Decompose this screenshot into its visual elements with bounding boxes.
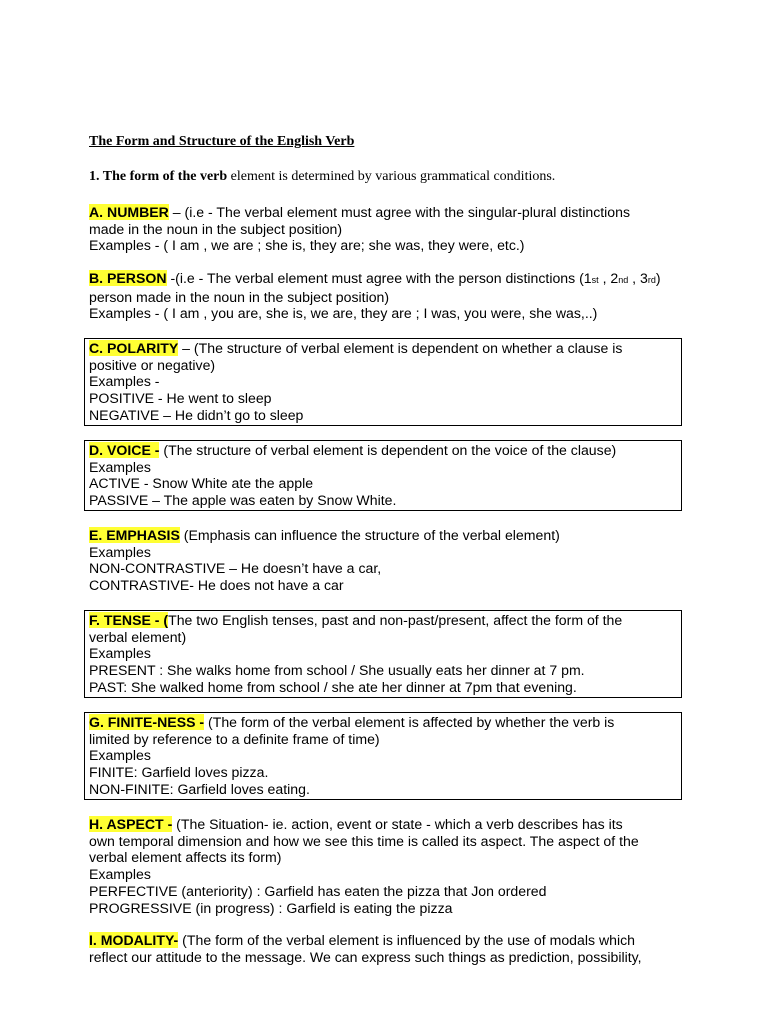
section-polarity-line-2: positive or negative) — [89, 356, 216, 373]
section-aspect-label: H. ASPECT - — [89, 816, 173, 832]
ordinal-rd: rd — [647, 275, 656, 285]
section-person — [89, 270, 689, 322]
section-number-label: A. NUMBER — [89, 204, 169, 220]
section-modality-line-2: reflect our attitude to the message. We can express such things as prediction, possibility, — [89, 948, 642, 965]
section-polarity-line-4: POSITIVE - He went to sleep — [89, 390, 272, 407]
section-voice-line-3: ACTIVE - Snow White ate the apple — [89, 475, 314, 492]
section-finiteness-line-2: limited by reference to a definite frame of time) — [89, 730, 380, 747]
section-voice-label: D. VOICE - — [89, 442, 160, 458]
section-finiteness-line-4: FINITE: Garfield loves pizza. — [89, 764, 269, 781]
section-finiteness-box — [84, 712, 682, 800]
section-aspect-line-5: PERFECTIVE (anteriority) : Garfield has eaten the pizza that Jon ordered — [89, 882, 547, 899]
section-aspect-line-6: PROGRESSIVE (in progress) : Garfield is eating the pizza — [89, 899, 453, 916]
section-voice-line-4: PASSIVE – The apple was eaten by Snow White. — [89, 492, 397, 509]
section-modality-label: I. MODALITY- — [89, 932, 179, 948]
section-emphasis-line-2: Examples — [89, 543, 151, 560]
section-polarity-line-5: NEGATIVE – He didn’t go to sleep — [89, 406, 304, 423]
section-person-line-2: person made in the noun in the subject position) — [89, 288, 390, 305]
section-tense-line-2: verbal element) — [89, 628, 187, 645]
intro-line — [89, 169, 555, 185]
section-person-label: B. PERSON — [89, 270, 167, 286]
section-person-line-3: Examples - ( I am , you are, she is, we are, they are ; I was, you were, she was,..) — [89, 305, 598, 322]
section-polarity-box — [84, 338, 682, 426]
section-tense-label: F. TENSE - ( — [89, 612, 169, 628]
section-number — [89, 204, 689, 254]
section-emphasis-line-4: CONTRASTIVE- He does not have a car — [89, 577, 344, 594]
section-number-line-1: A. NUMBER – (i.e - The verbal element must agree with the singular-plural distinctions — [89, 204, 631, 220]
section-polarity-label: C. POLARITY — [89, 340, 179, 356]
section-emphasis-line-3: NON-CONTRASTIVE – He doesn’t have a car, — [89, 560, 382, 577]
section-polarity-line-3: Examples - — [89, 373, 160, 390]
intro-bold: 1. The form of the verb — [89, 169, 228, 184]
section-polarity-line-1: C. POLARITY – (The structure of verbal element is dependent on whether a clause is — [89, 340, 623, 356]
section-number-line-2: made in the noun in the subject position) — [89, 220, 343, 237]
section-number-line-3: Examples - ( I am , we are ; she is, they are; she was, they were, etc.) — [89, 237, 525, 254]
intro-rest: element is determined by various grammatical conditions. — [227, 169, 556, 184]
section-aspect-line-2: own temporal dimension and how we see this time is called its aspect. The aspect of the — [89, 832, 639, 849]
section-emphasis-line-1: E. EMPHASIS (Emphasis can influence the structure of the verbal element) — [89, 527, 560, 543]
section-modality — [89, 932, 689, 965]
ordinal-st: st — [591, 275, 599, 285]
section-aspect-line-1: H. ASPECT - (The Situation- ie. action, event or state - which a verb describes has its — [89, 816, 623, 832]
section-aspect-line-4: Examples — [89, 866, 151, 883]
document-title: The Form and Structure of the English Verb — [89, 134, 355, 149]
section-tense-box — [84, 610, 682, 698]
section-finiteness-line-3: Examples — [89, 747, 151, 764]
section-finiteness-line-5: NON-FINITE: Garfield loves eating. — [89, 780, 310, 797]
section-tense-line-4: PRESENT : She walks home from school / She usually eats her dinner at 7 pm. — [89, 662, 585, 679]
section-voice-line-1: D. VOICE - (The structure of verbal element is dependent on the voice of the clause) — [89, 442, 617, 458]
section-voice-line-2: Examples — [89, 458, 151, 475]
section-emphasis — [89, 527, 689, 594]
section-finiteness-line-1: G. FINITE-NESS - (The form of the verbal element is affected by whether the verb is — [89, 714, 615, 730]
section-voice-box — [84, 440, 682, 511]
ordinal-nd: nd — [618, 275, 629, 285]
section-tense-line-5: PAST: She walked home from school / she ate her dinner at 7pm that evening. — [89, 678, 577, 695]
section-aspect — [89, 816, 689, 916]
section-person-line-1: B. PERSON -(i.e - The verbal element must agree with the person distinctions (1st , 2nd , 3rd) — [89, 270, 661, 286]
section-aspect-line-3: verbal element affects its form) — [89, 849, 282, 866]
section-emphasis-label: E. EMPHASIS — [89, 527, 180, 543]
section-tense-line-1: F. TENSE - (The two English tenses, past and non-past/present, affect the form of the — [89, 612, 623, 628]
section-tense-line-3: Examples — [89, 645, 151, 662]
section-modality-line-1: I. MODALITY- (The form of the verbal element is influenced by the use of modals which — [89, 932, 635, 948]
section-finiteness-label: G. FINITE-NESS - — [89, 714, 205, 730]
